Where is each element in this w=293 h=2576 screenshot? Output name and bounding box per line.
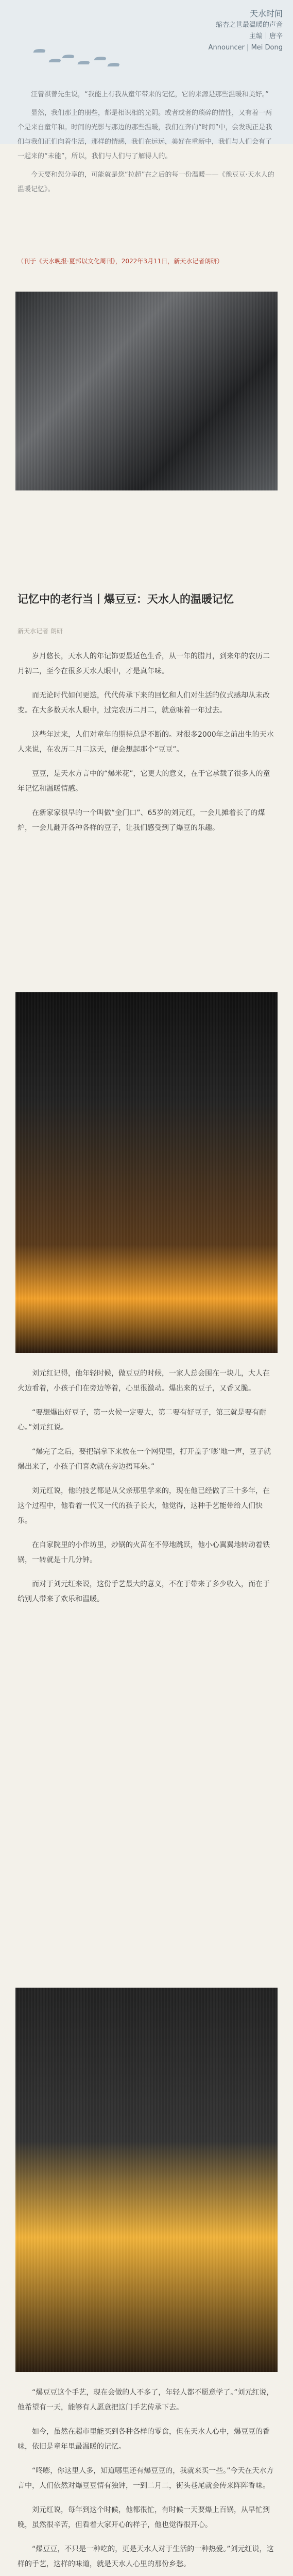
article-paragraph: 刘元红记得，他年轻时候，做豆豆的时候，一家人总会围在一块儿，大人在火边看着，小孩子们在旁边等着，心里很激动。爆出来的豆子，又香又脆。 (18, 1369, 270, 1393)
bird-icon (77, 61, 90, 64)
article-paragraph: “咚嘭，你这里人多，知道哪里还有爆豆豆的，我就来买一些。”今天在天水方言中，人们依然对爆豆豆情有独钟，一到二月二，街头巷尾就会传来阵阵香味。 (18, 2467, 274, 2490)
article-paragraph: 在自家院里的小作坊里，炒锅的火苗在不停地跳跃，他小心翼翼地转动着铁锅，一转就是十几分钟。 (18, 1541, 270, 1564)
popcorn-cooker-photo (15, 1988, 278, 2372)
announcer: Announcer | Mei Dong (208, 44, 283, 52)
article-body-part1 (18, 649, 275, 845)
article-paragraph: 刘元红说，每年到这个时候，他都很忙，有时候一天要爆上百锅，从早忙到晚，虽然很辛苦，但看着大家开心的样子，他也觉得很开心。 (18, 2506, 270, 2529)
bird-icon (107, 63, 120, 66)
article-body-part3 (18, 2385, 275, 2576)
article-paragraph: “爆豆豆，不只是一种吃的，更是天水人对于生活的一种热爱。”刘元红说，这样的手艺，这样的味道，就是天水人心里的那份乡愁。 (18, 2545, 274, 2568)
article-paragraph: 刘元红说，他的技艺都是从父亲那里学来的，现在他已经做了三十多年，在这个过程中，他看着一代又一代的孩子长大，他觉得，这种手艺能带给人们快乐。 (18, 1487, 270, 1525)
popcorn-photo (15, 992, 278, 1353)
hero-meta (209, 8, 283, 54)
tagline: 缩杏之世最温暖的声音 (215, 21, 283, 29)
brand-title: 天水时间 (249, 9, 283, 19)
article-meta: 新天水记者 朗研 (18, 628, 63, 635)
article-paragraph: 在新家家很早的一个叫做“金门口”、65岁的刘元红，一会儿摊着长了的煤炉，一会儿翻开各种各样的豆子，让我们感受到了爆豆的乐趣。 (18, 809, 265, 832)
article-paragraph: “爆完了之后，要把锅拿下来放在一个网兜里，打开盖子‘嘭’地一声，豆子就爆出来了，小孩子们喜欢就在旁边捂耳朵。” (18, 1448, 271, 1471)
intro-paragraph: 汪曾祺曾先生说，“我能上有我从童年带来的记忆，它的来源是那些温暖和美好。” (31, 91, 269, 98)
bird-icon (62, 55, 75, 58)
bird-icon (48, 59, 61, 62)
article-paragraph: 这些年过来，人们对童年的期待总是不断的。对很多2000年之前出生的天水人来说，在农历二月二这天，便会想起那个“豆豆”。 (18, 731, 274, 754)
article-title: 记忆中的老行当丨爆豆豆：天水人的温暖记忆 (18, 593, 234, 605)
article-paragraph: “要想爆出好豆子，第一火候一定要大，第二要有好豆子，第三就是要有耐心。”刘元红说。 (18, 1409, 267, 1432)
article-paragraph: 而无论时代如何更迭，代代传承下来的回忆和人们对生活的仪式感却从未改变。在大多数天水人眼中，过完农历二月二，就意味着一年过去。 (18, 691, 270, 715)
article-body-part2 (18, 1366, 275, 1616)
historical-photo (15, 292, 278, 490)
article-paragraph: 岁月悠长，天水人的年记饰要最适色生香，从一年的腊月，到来年的农历二月初二，至今在很多天水人眼中，才是真年味。 (18, 652, 270, 675)
article-paragraph: 豆豆，是天水方言中的“爆米花”，它更大的意义，在于它承载了很多人的童年记忆和温暖情感。 (18, 770, 270, 793)
bird-icon (33, 49, 46, 53)
article-paragraph: 如今，虽然在超市里能买到各种各样的零食，但在天水人心中，爆豆豆的香味，依旧是童年里最温暖的记忆。 (18, 2428, 270, 2451)
edit-line: 主编｜唐辛 (249, 32, 283, 40)
article-paragraph: “爆豆豆这个手艺，现在会做的人不多了，年轻人都不愿意学了。”刘元红说，他希望有一天，能够有人愿意把这门手艺传承下去。 (18, 2388, 274, 2412)
hero-intro (18, 88, 275, 201)
publication-note: （刊于《天水晚报·夏邦以文化周刊》，2022年3月11日，新天水记者朗研） (18, 258, 223, 265)
intro-paragraph: 今天要和您分享的，可能就是您“拉超”在之后的每一份温暖——《豫豆豆·天水人的温暖记忆》。 (18, 171, 274, 193)
intro-paragraph: 显然，我们那上的朋些，都是相识相的光阴。或者或者的琐碎的情性，又有着一两个是来自童年和。时间的光影与那边的那些温暖，我们在奔向“时间”中，会发现正是我们与我们正们向着生活，那样的情感，我们在远远，美好在重新中，我们与人们会有了一起来的“未能”，所以，我们与人们与了解得人的。 (18, 109, 272, 160)
article-paragraph: 而对于刘元红来说，这份手艺最大的意义，不在于带来了多少收入，而在于给别人带来了欢乐和温暖。 (18, 1580, 270, 1603)
bird-icon (94, 57, 107, 60)
